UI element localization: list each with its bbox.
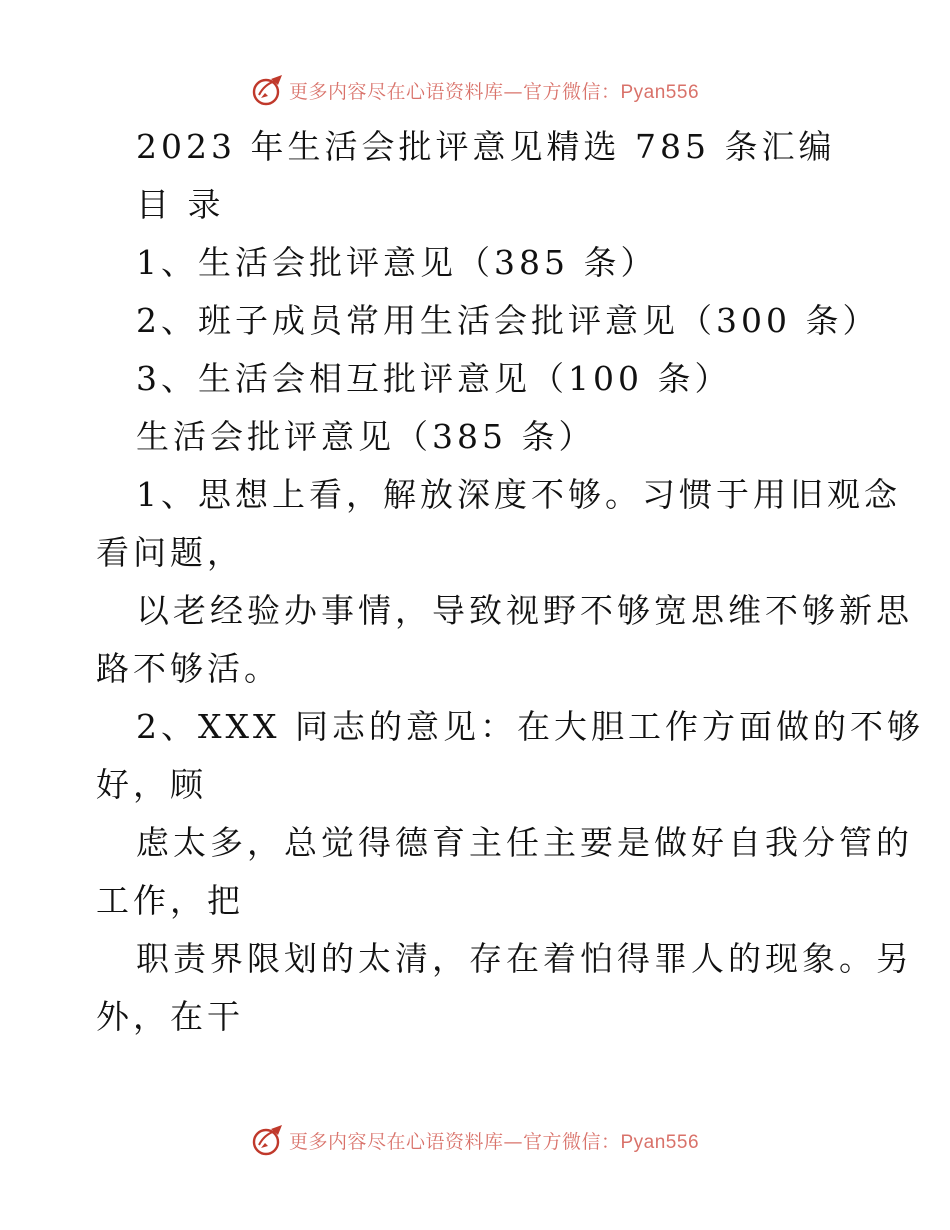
text-line: 外，在干 — [96, 997, 244, 1036]
watermark-text — [289, 1127, 699, 1154]
text-line: 1、思想上看，解放深度不够。习惯于用旧观念 — [136, 475, 901, 514]
watermark-handle: Pyan556 — [620, 1131, 700, 1153]
pen-logo-icon — [251, 1123, 285, 1157]
watermark-banner-bottom — [0, 1120, 950, 1160]
text-line: 职责界限划的太清，存在着怕得罪人的现象。另 — [136, 939, 913, 978]
text-line: 看问题， — [96, 533, 244, 572]
watermark-label: 更多内容尽在心语资料库—官方微信： — [288, 80, 621, 103]
pen-logo-icon — [251, 73, 285, 107]
watermark-handle: Pyan556 — [620, 81, 700, 103]
text-line: 3、生活会相互批评意见（100 条） — [136, 359, 732, 398]
text-line: 1、生活会批评意见（385 条） — [136, 243, 658, 282]
text-line: 目 录 — [136, 185, 225, 224]
text-line: 工作，把 — [96, 881, 244, 920]
text-line: 虑太多，总觉得德育主任主要是做好自我分管的 — [136, 823, 913, 862]
document-body — [96, 118, 924, 1046]
text-line: 路不够活。 — [96, 649, 281, 688]
text-line: 生活会批评意见（385 条） — [136, 417, 596, 456]
watermark-label: 更多内容尽在心语资料库—官方微信： — [288, 1130, 621, 1153]
text-line: 以老经验办事情，导致视野不够宽思维不够新思 — [136, 591, 913, 630]
text-line: 2023 年生活会批评意见精选 785 条汇编 — [136, 127, 836, 166]
watermark-banner-top — [0, 70, 950, 110]
text-line: 2、XXX 同志的意见：在大胆工作方面做的不够 — [136, 707, 924, 746]
text-line: 好，顾 — [96, 765, 207, 804]
text-line: 2、班子成员常用生活会批评意见（300 条） — [136, 301, 880, 340]
watermark-text — [289, 77, 699, 104]
